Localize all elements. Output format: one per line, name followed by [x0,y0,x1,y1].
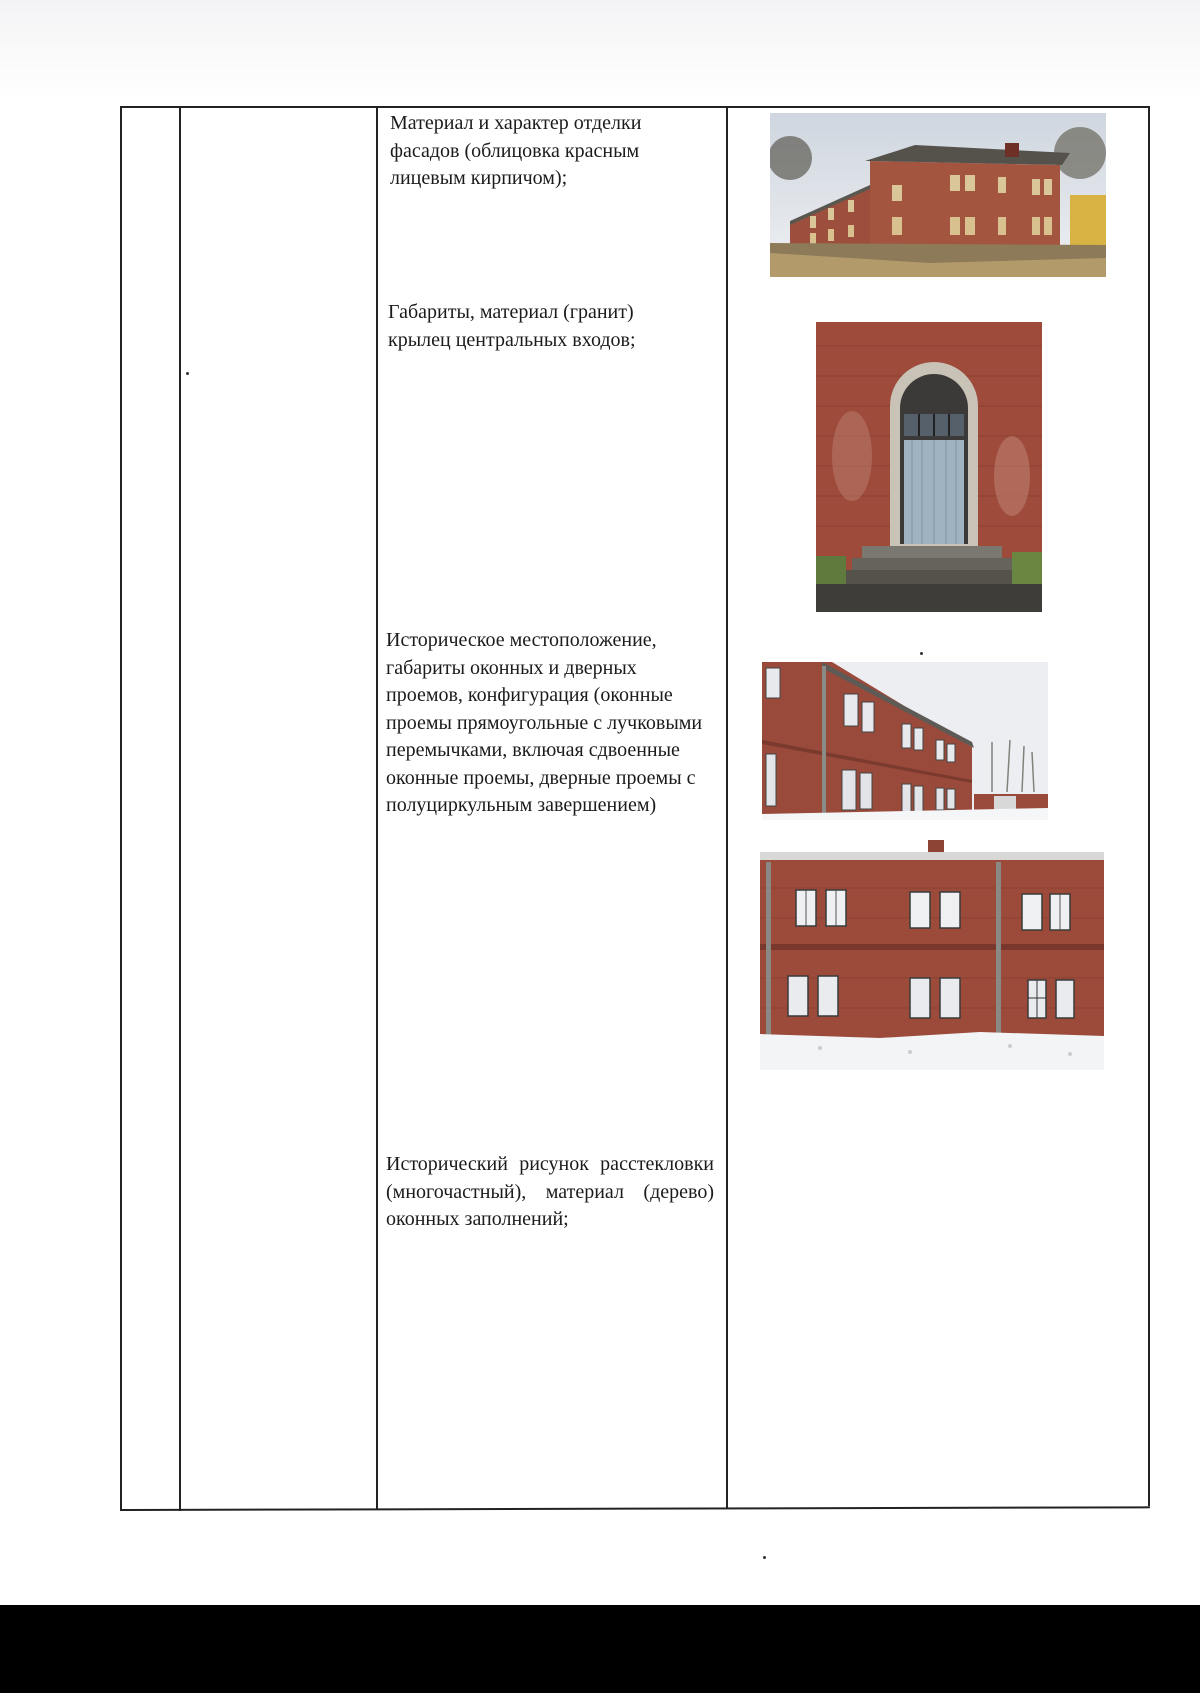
facade-photo [770,113,1106,277]
column-divider-2 [376,106,378,1510]
side-facade-photo-image [762,662,1048,820]
feature-openings: Историческое местоположение, габариты оконных и дверных проемов, конфигурация (оконные проемы прямоугольные с лучковыми перемычками, включая сдвоенные оконные проемы, дверные проемы с полуциркульным завершением) [386,629,703,816]
scan-speck [920,652,923,655]
front-facade-photo [760,838,1104,1070]
front-facade-photo-image [760,838,1104,1070]
entrance-photo-image [812,316,1046,616]
column-divider-3 [726,108,728,1508]
table-right-border [1148,108,1150,1506]
feature-glazing: Исторический рисунок расстекловки (многочастный), материал (дерево) оконных заполнений; [386,1153,714,1230]
scan-edge-bottom [0,1605,1200,1693]
facade-photo-image [770,113,1106,277]
feature-entrance-porches: Габариты, материал (гранит) крылец центральных входов; [388,301,636,351]
table-top-border [120,106,1150,108]
feature-facade-finish: Материал и характер отделки фасадов (облицовка красным лицевым кирпичом); [390,112,642,189]
scan-speck [186,372,189,375]
entrance-photo [812,316,1046,616]
side-facade-photo [762,662,1048,820]
scan-speck [763,1556,766,1559]
table-left-border [120,106,122,1511]
column-divider-1 [179,106,181,1511]
